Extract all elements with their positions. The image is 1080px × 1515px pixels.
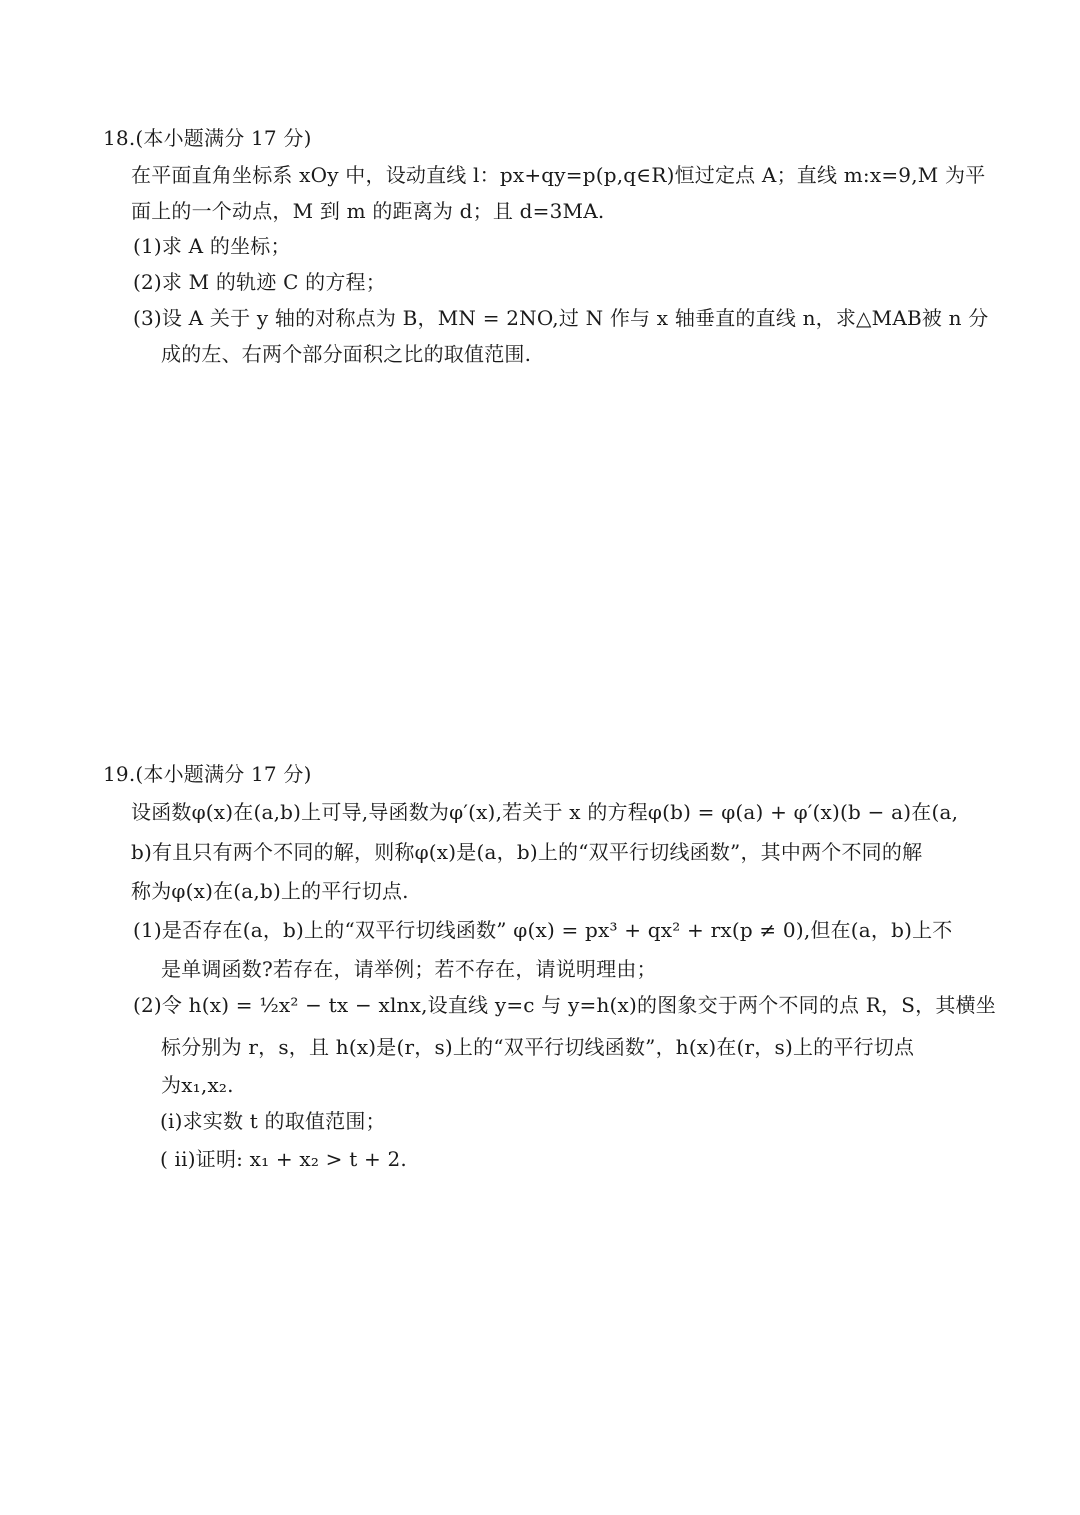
q19-part-2-cont-2: 为x₁,x₂. [161,1073,234,1097]
q18-part-3: (3)设 A 关于 y 轴的对称点为 B，MN = 2NO,过 N 作与 x 轴垂直的直线 n，求△MAB被 n 分 [133,306,989,330]
q19-line-3: 称为φ(x)在(a,b)上的平行切点. [131,879,409,903]
q19-subpart-ii: ( ii)证明: x₁ + x₂ > t + 2. [160,1147,407,1171]
q18-part-1: (1)求 A 的坐标； [133,234,291,258]
q19-subpart-i: (i)求实数 t 的取值范围； [160,1109,386,1133]
q19-line-1: 设函数φ(x)在(a,b)上可导,导函数为φ′(x),若关于 x 的方程φ(b) = φ(a) + φ′(x)(b − a)在(a, [131,800,959,824]
q18-title: 18.(本小题满分 17 分) [103,126,312,150]
q19-title: 19.(本小题满分 17 分) [103,762,312,786]
q18-line-2: 面上的一个动点，M 到 m 的距离为 d；且 d=3MA. [131,199,605,223]
q19-part-1: (1)是否存在(a，b)上的“双平行切线函数” φ(x) = px³ + qx² + rx(p ≠ 0),但在(a，b)上不 [133,918,953,942]
q19-part-1-cont: 是单调函数?若存在，请举例；若不存在，请说明理由； [161,957,657,981]
q19-line-2: b)有且只有两个不同的解，则称φ(x)是(a，b)上的“双平行切线函数”，其中两个不同的解 [131,840,923,864]
q19-part-2: (2)令 h(x) = ½x² − tx − xlnx,设直线 y=c 与 y=h(x)的图象交于两个不同的点 R，S，其横坐 [133,993,996,1017]
q19-part-2-cont: 标分别为 r，s，且 h(x)是(r，s)上的“双平行切线函数”，h(x)在(r，s)上的平行切点 [161,1035,915,1059]
q18-part-3-cont: 成的左、右两个部分面积之比的取值范围. [161,342,532,366]
q18-part-2: (2)求 M 的轨迹 C 的方程； [133,270,386,294]
q18-line-1: 在平面直角坐标系 xOy 中，设动直线 l：px+qy=p(p,q∈R)恒过定点 A；直线 m:x=9,M 为平 [131,163,986,187]
